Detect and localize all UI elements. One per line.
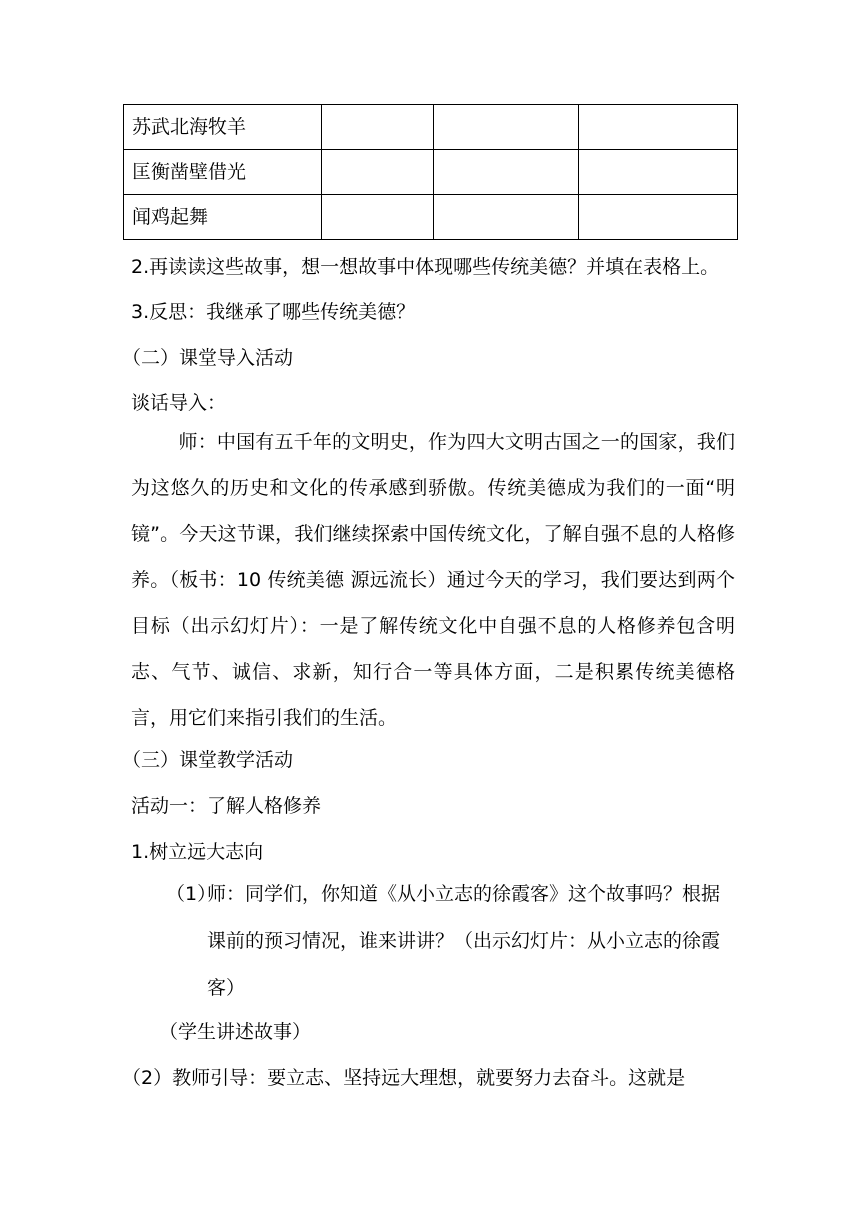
numbered-item-2: （2）教师引导：要立志、坚持远大理想，就要努力去奋斗。这就是 [122, 1067, 686, 1089]
numbered-item-1 [166, 871, 738, 1012]
stories-table [123, 104, 738, 240]
activity-one-heading: 活动一：了解人格修养 [131, 795, 322, 817]
section-heading-3: （三）课堂教学活动 [122, 749, 294, 771]
table-row [124, 105, 738, 150]
story-name-cell: 匡衡凿壁借光 [124, 150, 322, 195]
table-cell [579, 150, 738, 195]
table-cell [322, 195, 433, 240]
story-name-cell: 闻鸡起舞 [124, 195, 322, 240]
table-cell [322, 150, 433, 195]
table-row [124, 150, 738, 195]
table-cell [579, 105, 738, 150]
teacher-paragraph: 师：中国有五千年的文明史，作为四大文明古国之一的国家，我们为这悠久的历史和文化的传承感到骄傲。传统美德成为我们的一面“明镜”。今天这节课，我们继续探索中国传统文化，了解自强不息的人格修养。（板书：10 传统美德 源远流长）通过今天的学习，我们要达到两个目标（出示幻灯片）：一是了解传统文化中自强不息的人格修养包含明志、气节、诚信、求新，知行合一等具体方面，二是积累传统美德格言，用它们来指引我们的生活。 [131, 431, 735, 729]
table-row [124, 195, 738, 240]
student-story-note: （学生讲述故事） [159, 1021, 312, 1043]
talk-intro-label: 谈话导入： [131, 392, 227, 414]
table-cell [322, 105, 433, 150]
story-name-cell: 苏武北海牧羊 [124, 105, 322, 150]
table-cell [579, 195, 738, 240]
item-text: 师：同学们，你知道《从小立志的徐霞客》这个故事吗？根据课前的预习情况，谁来讲讲？（出示幻灯片：从小立志的徐霞客） [207, 883, 721, 999]
section-heading-2: （二）课堂导入活动 [122, 347, 294, 369]
step3-reflection: 3.反思：我继承了哪些传统美德？ [131, 301, 416, 323]
table-cell [433, 150, 579, 195]
step2-instruction: 2.再读读这些故事，想一想故事中体现哪些传统美德？并填在表格上。 [131, 256, 720, 278]
table-cell [433, 195, 579, 240]
item-number: （1） [166, 883, 217, 905]
point-one-heading: 1.树立远大志向 [131, 841, 264, 863]
table-cell [433, 105, 579, 150]
